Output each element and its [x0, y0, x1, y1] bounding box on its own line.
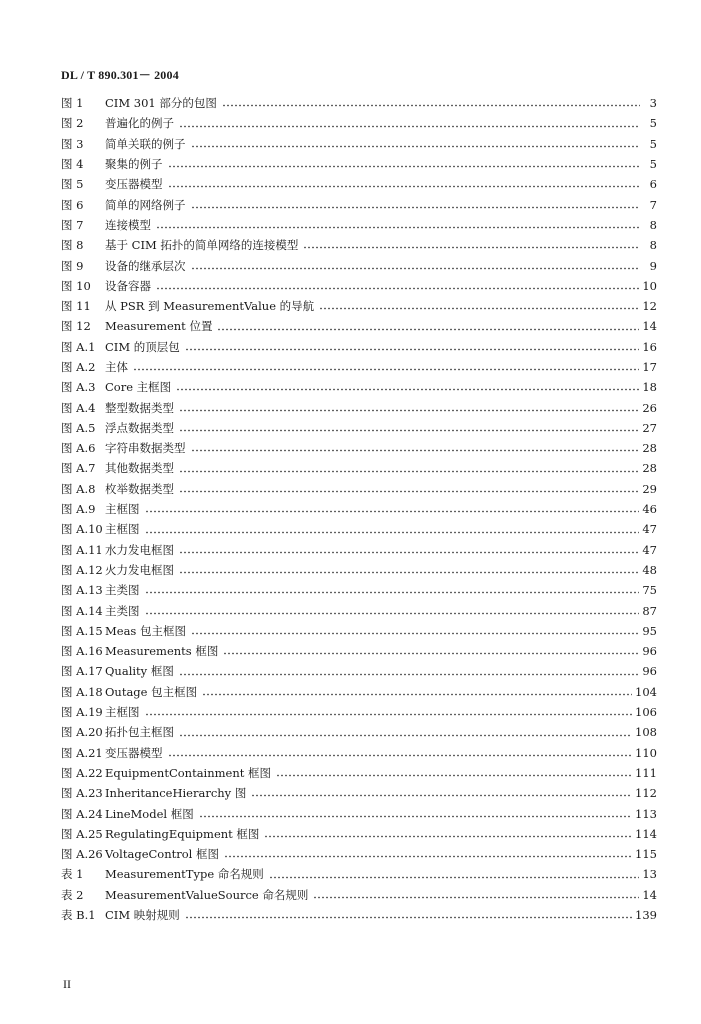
dot-leader — [179, 490, 639, 493]
toc-entry-number: 图 A.13 — [61, 583, 103, 598]
figure-table-list — [61, 93, 657, 925]
dot-leader — [179, 470, 639, 473]
toc-entry-title: 简单的网络例子 — [105, 197, 186, 212]
toc-entry[interactable] — [61, 357, 657, 377]
toc-entry-number: 图 A.4 — [61, 400, 96, 415]
toc-entry-title: 主框图 — [105, 522, 140, 537]
toc-entry[interactable] — [61, 397, 657, 417]
toc-entry-title: CIM 的顶层包 — [105, 339, 180, 354]
toc-entry-title: 普遍化的例子 — [105, 116, 174, 131]
dot-leader — [156, 287, 639, 290]
toc-entry-page: 5 — [649, 136, 657, 151]
toc-entry-title: EquipmentContainment 框图 — [105, 765, 272, 780]
toc-entry-number: 图 A.8 — [61, 481, 96, 496]
dot-leader — [156, 226, 640, 229]
toc-entry-page: 5 — [649, 157, 657, 172]
toc-entry-title: CIM 301 部分的包图 — [105, 96, 217, 111]
toc-entry[interactable] — [61, 824, 657, 844]
dot-leader — [185, 916, 632, 919]
toc-entry[interactable] — [61, 479, 657, 499]
dot-leader — [269, 876, 640, 879]
toc-entry-page: 3 — [649, 96, 657, 111]
toc-entry-page: 13 — [642, 867, 657, 882]
toc-entry-number: 图 A.9 — [61, 502, 96, 517]
toc-entry[interactable] — [61, 580, 657, 600]
dot-leader — [168, 165, 641, 168]
dot-leader — [191, 145, 641, 148]
toc-entry-title: Core 主框图 — [105, 380, 172, 395]
toc-entry[interactable] — [61, 743, 657, 763]
toc-entry-page: 113 — [635, 806, 657, 821]
toc-entry-page: 12 — [642, 299, 657, 314]
toc-entry[interactable] — [61, 458, 657, 478]
toc-entry[interactable] — [61, 255, 657, 275]
toc-entry-page: 47 — [642, 522, 657, 537]
dot-leader — [276, 774, 632, 777]
toc-entry-page: 48 — [642, 562, 657, 577]
toc-entry-page: 108 — [635, 725, 657, 740]
toc-entry[interactable] — [61, 276, 657, 296]
toc-entry-number: 表 2 — [61, 887, 84, 902]
toc-entry-page: 26 — [642, 400, 657, 415]
toc-entry-page: 5 — [649, 116, 657, 131]
dot-leader — [191, 632, 639, 635]
toc-entry[interactable] — [61, 377, 657, 397]
toc-entry-title: 枚举数据类型 — [105, 481, 174, 496]
dot-leader — [179, 673, 640, 676]
toc-entry-page: 7 — [649, 197, 657, 212]
toc-entry[interactable] — [61, 134, 657, 154]
toc-entry-title: 聚集的例子 — [105, 157, 163, 172]
toc-entry-number: 图 A.10 — [61, 522, 103, 537]
dot-leader — [191, 206, 641, 209]
toc-entry-title: 火力发电框图 — [105, 562, 174, 577]
toc-entry-page: 14 — [642, 319, 657, 334]
toc-entry-page: 47 — [642, 542, 657, 557]
toc-entry-page: 46 — [642, 502, 657, 517]
toc-entry-title: 变压器模型 — [105, 177, 163, 192]
toc-entry-title: Measurement 位置 — [105, 319, 213, 334]
toc-entry-number: 图 A.22 — [61, 765, 103, 780]
toc-entry-page: 28 — [642, 461, 657, 476]
dot-leader — [319, 307, 639, 310]
toc-entry-number: 图 A.16 — [61, 644, 103, 659]
toc-entry[interactable] — [61, 215, 657, 235]
toc-entry-number: 图 A.25 — [61, 826, 103, 841]
toc-entry-page: 14 — [642, 887, 657, 902]
toc-entry[interactable] — [61, 783, 657, 803]
toc-entry-page: 111 — [635, 765, 657, 780]
toc-entry-number: 图 3 — [61, 136, 84, 151]
dot-leader — [176, 388, 639, 391]
toc-entry[interactable] — [61, 499, 657, 519]
dot-leader — [145, 510, 640, 513]
toc-entry[interactable] — [61, 844, 657, 864]
toc-entry-title: 水力发电框图 — [105, 542, 174, 557]
toc-entry-title: 其他数据类型 — [105, 461, 174, 476]
dot-leader — [191, 267, 641, 270]
toc-entry-number: 图 A.17 — [61, 664, 103, 679]
dot-leader — [168, 185, 641, 188]
dot-leader — [217, 328, 639, 331]
toc-entry-title: 主类图 — [105, 583, 140, 598]
toc-entry-number: 图 7 — [61, 217, 84, 232]
toc-entry[interactable] — [61, 540, 657, 560]
toc-entry-number: 图 6 — [61, 197, 84, 212]
toc-entry-number: 图 A.1 — [61, 339, 96, 354]
toc-entry-number: 表 B.1 — [61, 908, 96, 923]
toc-entry-title: MeasurementType 命名规则 — [105, 867, 264, 882]
dot-leader — [224, 855, 632, 858]
toc-entry-title: Measurements 框图 — [105, 644, 219, 659]
toc-entry[interactable] — [61, 702, 657, 722]
toc-entry-title: 整型数据类型 — [105, 400, 174, 415]
toc-entry[interactable] — [61, 803, 657, 823]
toc-entry-number: 图 A.7 — [61, 461, 96, 476]
toc-entry-title: CIM 映射规则 — [105, 908, 180, 923]
dot-leader — [199, 815, 632, 818]
toc-entry-title: 字符串数据类型 — [105, 441, 186, 456]
toc-entry-page: 8 — [649, 238, 657, 253]
toc-entry-page: 18 — [642, 380, 657, 395]
toc-entry-page: 110 — [635, 745, 657, 760]
dot-leader — [179, 571, 639, 574]
dot-leader — [313, 896, 639, 899]
toc-entry[interactable] — [61, 600, 657, 620]
toc-entry-number: 图 A.23 — [61, 786, 103, 801]
toc-entry[interactable] — [61, 560, 657, 580]
toc-entry-title: 主框图 — [105, 502, 140, 517]
dot-leader — [145, 612, 640, 615]
toc-entry[interactable] — [61, 641, 657, 661]
toc-entry-number: 图 10 — [61, 278, 91, 293]
toc-entry-title: 主框图 — [105, 705, 140, 720]
toc-entry-number: 图 A.6 — [61, 441, 96, 456]
toc-entry-number: 图 A.15 — [61, 623, 103, 638]
toc-entry-page: 17 — [642, 360, 657, 374]
toc-entry-page: 29 — [642, 481, 657, 496]
dot-leader — [251, 794, 632, 797]
toc-entry-title: 设备容器 — [105, 278, 151, 293]
dot-leader — [222, 104, 640, 107]
toc-entry-page: 104 — [635, 684, 657, 699]
toc-entry-title: MeasurementValueSource 命名规则 — [105, 887, 309, 902]
toc-entry-number: 图 4 — [61, 157, 84, 172]
toc-entry[interactable] — [61, 438, 657, 458]
toc-entry-number: 图 5 — [61, 177, 84, 192]
dot-leader — [168, 754, 633, 757]
toc-entry[interactable] — [61, 113, 657, 133]
toc-entry-page: 114 — [635, 826, 657, 841]
toc-entry-title: 从 PSR 到 MeasurementValue 的导航 — [105, 299, 315, 314]
toc-entry[interactable] — [61, 194, 657, 214]
toc-entry-number: 图 A.18 — [61, 684, 103, 699]
toc-entry-page: 87 — [642, 603, 657, 618]
toc-entry-page: 75 — [642, 583, 657, 598]
toc-entry-number: 图 A.24 — [61, 806, 103, 821]
toc-entry[interactable] — [61, 154, 657, 174]
toc-entry-number: 图 A.20 — [61, 725, 103, 740]
toc-entry[interactable] — [61, 661, 657, 681]
toc-entry-number: 图 A.5 — [61, 420, 96, 435]
toc-entry-title: 简单关联的例子 — [105, 136, 186, 151]
toc-entry[interactable] — [61, 722, 657, 742]
toc-entry-page: 96 — [642, 664, 657, 679]
toc-entry-page: 10 — [642, 278, 657, 293]
toc-entry[interactable] — [61, 905, 657, 925]
toc-entry[interactable] — [61, 93, 657, 113]
toc-entry-page: 139 — [635, 908, 657, 923]
dot-leader — [264, 835, 632, 838]
page-number: II — [63, 977, 71, 991]
toc-entry[interactable] — [61, 885, 657, 905]
toc-entry-title: Outage 包主框图 — [105, 684, 198, 699]
toc-entry-title: 浮点数据类型 — [105, 420, 174, 435]
toc-entry-page: 8 — [649, 217, 657, 232]
document-code-header: DL / T 890.301－ 2004 — [61, 68, 179, 82]
toc-entry[interactable] — [61, 682, 657, 702]
toc-entry-number: 图 A.26 — [61, 847, 103, 862]
toc-entry-title: Meas 包主框图 — [105, 623, 186, 638]
toc-entry[interactable] — [61, 519, 657, 539]
toc-entry-page: 28 — [642, 441, 657, 456]
toc-entry[interactable] — [61, 296, 657, 316]
dot-leader — [303, 246, 640, 249]
toc-entry-number: 图 A.14 — [61, 603, 103, 618]
toc-entry[interactable] — [61, 418, 657, 438]
toc-entry-number: 图 12 — [61, 319, 91, 334]
toc-entry-title: 变压器模型 — [105, 745, 163, 760]
toc-entry-number: 图 1 — [61, 96, 84, 111]
toc-entry-title: 连接模型 — [105, 217, 151, 232]
dot-leader — [179, 551, 639, 554]
dot-leader — [179, 125, 640, 128]
toc-entry-number: 图 9 — [61, 258, 84, 273]
toc-entry-number: 图 A.12 — [61, 562, 103, 577]
toc-entry-number: 图 11 — [61, 299, 91, 314]
toc-entry-number: 图 A.11 — [61, 542, 103, 557]
toc-entry[interactable] — [61, 621, 657, 641]
toc-entry-title: 设备的继承层次 — [105, 258, 186, 273]
dot-leader — [185, 348, 640, 351]
toc-entry[interactable] — [61, 337, 657, 357]
toc-entry-page: 9 — [649, 258, 657, 273]
toc-entry-number: 表 1 — [61, 867, 84, 882]
toc-entry-page: 16 — [642, 339, 657, 354]
toc-entry-title: Quality 框图 — [105, 664, 174, 679]
toc-entry-title: RegulatingEquipment 框图 — [105, 826, 260, 841]
toc-entry-title: 主类图 — [105, 603, 140, 618]
toc-entry-number: 图 8 — [61, 238, 84, 253]
toc-entry-page: 112 — [635, 786, 657, 801]
toc-entry-number: 图 A.3 — [61, 380, 96, 395]
dot-leader — [179, 429, 639, 432]
dot-leader — [179, 409, 639, 412]
toc-entry[interactable] — [61, 864, 657, 884]
toc-entry-number: 图 2 — [61, 116, 84, 131]
dot-leader — [145, 713, 633, 716]
dot-leader — [191, 449, 640, 452]
toc-entry-page: 106 — [635, 705, 657, 720]
dot-leader — [202, 693, 632, 696]
toc-entry-number: 图 A.21 — [61, 745, 103, 760]
toc-entry-title: 主体 — [105, 360, 128, 374]
toc-entry-page: 115 — [635, 847, 657, 862]
toc-entry-page: 27 — [642, 420, 657, 435]
toc-entry-title: 基于 CIM 拓扑的简单网络的连接模型 — [105, 238, 299, 253]
toc-entry-page: 95 — [642, 623, 657, 638]
toc-entry-page: 96 — [642, 644, 657, 659]
toc-entry-title: VoltageControl 框图 — [105, 847, 220, 862]
dot-leader — [145, 531, 640, 534]
toc-entry-number: 图 A.19 — [61, 705, 103, 720]
toc-entry[interactable] — [61, 235, 657, 255]
toc-entry[interactable] — [61, 174, 657, 194]
dot-leader — [179, 734, 632, 737]
toc-entry-number: 图 A.2 — [61, 360, 96, 374]
toc-entry-title: 拓扑包主框图 — [105, 725, 174, 740]
dot-leader — [223, 652, 639, 655]
toc-entry-title: InheritanceHierarchy 图 — [105, 786, 247, 801]
dot-leader — [133, 368, 639, 371]
dot-leader — [145, 591, 640, 594]
toc-entry-title: LineModel 框图 — [105, 806, 194, 821]
toc-entry[interactable] — [61, 316, 657, 336]
toc-entry[interactable] — [61, 763, 657, 783]
toc-entry-page: 6 — [649, 177, 657, 192]
